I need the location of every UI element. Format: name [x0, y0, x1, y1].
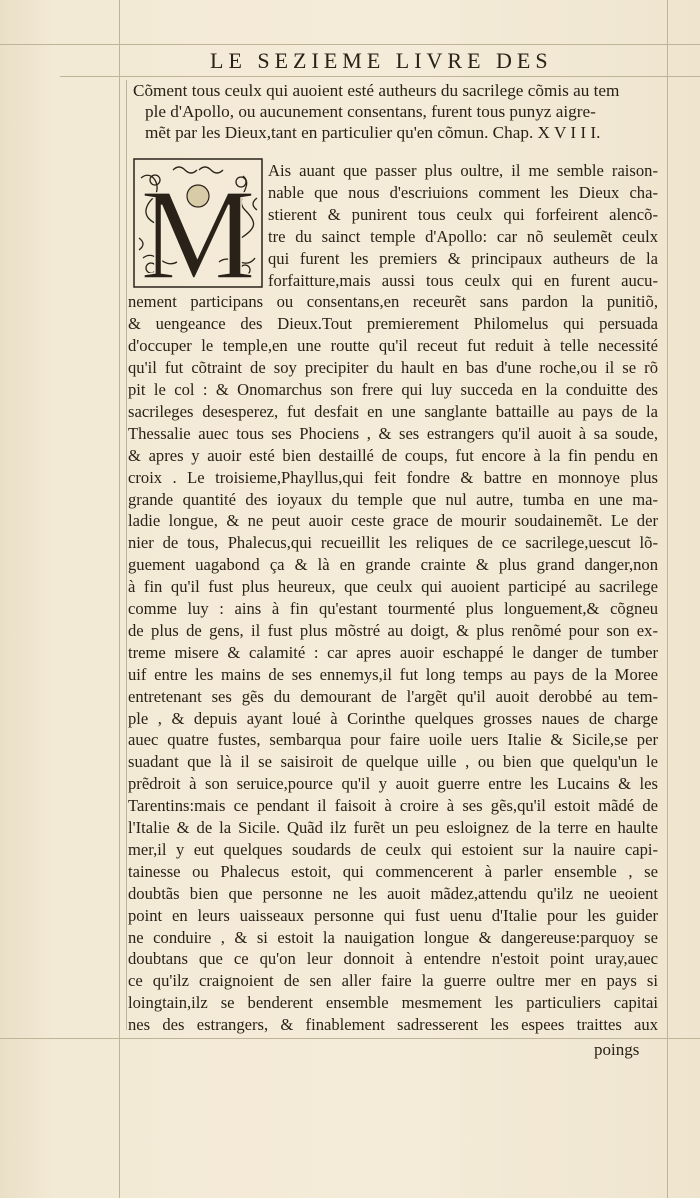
body-line: uif entre les mains de ses ennemys,il fut long temps au pays de la Moree	[128, 664, 658, 684]
body-line: guement uagabond ça & là en grande crainte & plus grand danger,non	[128, 555, 658, 575]
dropcap-letter: M	[140, 163, 256, 288]
body-line: ladie longue, & ne peut auoir ceste grace de mourir soudainemẽt. Le der	[128, 511, 658, 531]
body-line: tainesse ou Phalecus estoit, qui commencerent à parler ensemble , se	[128, 861, 658, 881]
body-line: doubtans que ce qu'on leur donnoit à entendre n'estoit point uray,auec	[128, 949, 658, 969]
body-line: qui furent les premiers & principaux autheurs de la	[268, 248, 658, 268]
body-line: nes des estrangers, & finablement sadresserent les espees traittes aux	[128, 1015, 658, 1035]
body-line: nement participans ou consentans,en receurẽt sans pardon la punitiõ,	[128, 292, 658, 312]
body-line: nable que nous d'escriuions comment les Dieux cha-	[268, 182, 658, 202]
body-line: doubtãs bien que personne ne les auoit mãdez,attendu qu'ilz ne ueoient	[128, 883, 658, 903]
body-line: entretenant ses gẽs du demourant de l'argẽt qu'il auoit derobbé au tem-	[128, 686, 658, 706]
body-line: ple , & depuis ayant loué à Corinthe quelques grosses naues de charge	[128, 708, 658, 728]
body-line: point en leurs uaisseaux personne qui fust uenu d'Italie pour les guider	[128, 905, 658, 925]
body-line: comme luy : ains à fin qu'estant tourmenté plus longuement,& cõgneu	[128, 599, 658, 618]
body-line: ne conduire , & si estoit la nauigation longue & dangereuse:parquoy se	[128, 927, 658, 947]
body-line: & apres y auoir esté bien destaillé de coups, fut encore à la fin pendu en	[128, 445, 658, 465]
chapter-heading	[133, 80, 658, 143]
body-line: Ais auant que passer plus oultre, il me semble raison-	[268, 161, 658, 180]
chapter-heading-line: ple d'Apollo, ou aucunement consentans, furent tous punyz aigre-	[145, 102, 596, 121]
body-line: forfaitture,mais aussi tous ceulx qui en furent aucu-	[268, 270, 658, 290]
running-head: LE SEZIEME LIVRE DES	[210, 48, 553, 73]
body-line: prẽdroit à son seruice,pource qu'il y auoit guerre entre les Lucains & les	[128, 774, 658, 794]
top-rule	[0, 44, 700, 45]
body-line: sacrileges desesperez, fut desfait en une sanglante battaille au pays de la	[128, 401, 658, 421]
body-line: grande quantité des ioyaux du temple que nul autre, tumba en une ma-	[128, 489, 658, 509]
body-line: auec quatre fustes, sembarqua pour faire uoile uers Italie & Sicile,se per	[128, 730, 658, 750]
body-line: de plus de gens, il fust plus mõstré au doigt, & plus renõmé pour son ex-	[128, 620, 658, 640]
dropcap-initial	[133, 158, 263, 288]
bottom-rule	[0, 1038, 700, 1039]
body-line: d'occuper le temple,en une routte qu'il receut fut reduit à telle necessité	[128, 336, 658, 356]
body-line: mer,il y eut quelques soudards de ceulx qui estoient sur la nauire capi-	[128, 839, 658, 859]
body-line: à fin qu'il fust plus heureux, que ceulx qui auoient participé au sacrilege	[128, 577, 658, 597]
body-line: & uengeance des Dieux.Tout premierement Philomelus qui persuada	[128, 314, 658, 334]
body-line: stierent & punirent tous ceulx qui forfeirent alencõ-	[268, 204, 658, 224]
body-line: nier de tous, Phalecus,qui recueillit les reliques de ce sacrilege,uescut lõ-	[128, 533, 658, 553]
body-line: qu'il fut cõtraint de soy precipiter du hault en bas d'une roche,ou il se rõ	[128, 358, 658, 378]
body-line: pit le col : & Onomarchus son frere qui luy succeda en la conduitte des	[128, 380, 658, 399]
chapter-heading-line: mẽt par les Dieux,tant en particulier qu'en cõmun. Chap. X V I I I.	[145, 123, 601, 142]
chapter-heading-line: Cõment tous ceulx qui auoient esté autheurs du sacrilege cõmis au tem	[133, 81, 620, 100]
right-margin-rule	[667, 0, 668, 1198]
body-line: suadant que là il se saisiroit de quelque uille , ou bien que quelqu'un le	[128, 752, 658, 772]
body-line: Tarentins:mais ce pendant il faisoit à croire à ses gẽs,qu'il estoit mãdé de	[128, 796, 658, 816]
body-line: l'Italie & de la Sicile. Quãd ilz furẽt un peu esloignez de la terre en haulte	[128, 818, 658, 837]
inner-left-rule	[126, 80, 127, 1030]
body-line: Thessalie auec tous ses Phociens , & ses estrangers qu'il auoit à sa soude,	[128, 423, 658, 443]
body-line: ce qu'ilz craignoient de sen aller faire la guerre oultre mer en pays si	[128, 971, 658, 991]
left-margin-rule	[119, 0, 120, 1198]
body-line: tre du sainct temple d'Apollo: car nõ seulemẽt ceulx	[268, 226, 658, 246]
head-underline	[60, 76, 700, 77]
catchword: poings	[594, 1040, 640, 1059]
body-line: loingtain,ilz se benderent ensemble mesmement les particuliers capitai	[128, 993, 658, 1013]
body-line: croix . Le troisieme,Phayllus,qui feit fondre & battre en monnoye plus	[128, 467, 658, 487]
body-line: treme misere & calamité : car apres auoir eschappé le danger de tumber	[128, 642, 658, 662]
